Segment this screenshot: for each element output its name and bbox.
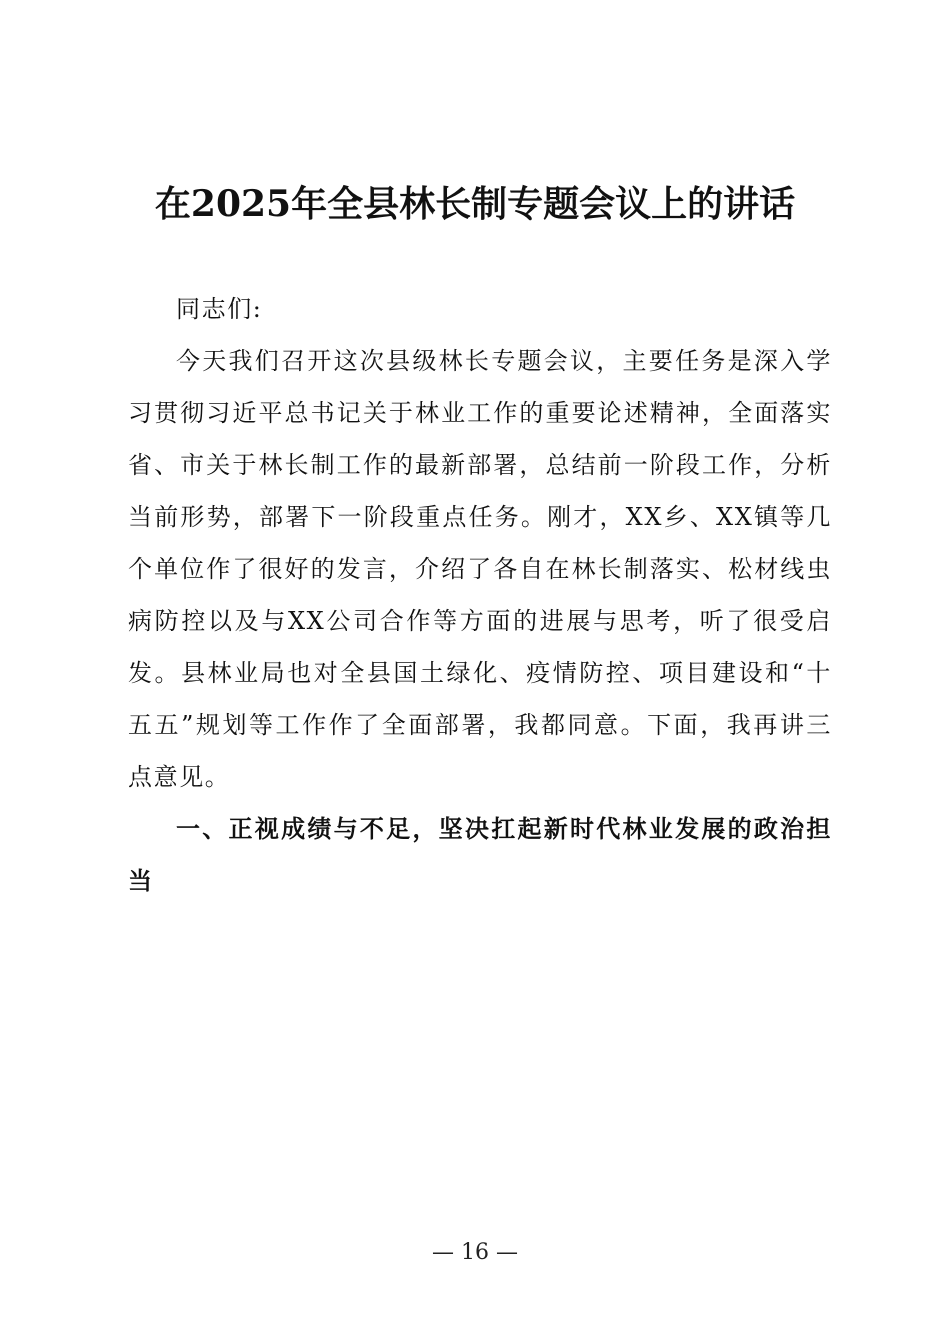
section-heading: 一、正视成绩与不足，坚决扛起新时代林业发展的政治担当 <box>128 815 832 895</box>
document-title: 在2025年全县林长制专题会议上的讲话 <box>154 183 796 225</box>
document-body <box>128 283 832 907</box>
page-number: — 16 — <box>432 1240 518 1265</box>
salutation: 同志们: <box>176 295 263 323</box>
body-paragraph: 今天我们召开这次县级林长专题会议，主要任务是深入学习贯彻习近平总书记关于林业工作的重要论述精神，全面落实省、市关于林长制工作的最新部署，总结前一阶段工作，分析当前形势，部署下一阶段重点任务。刚才，XX乡、XX镇等几个单位作了很好的发言，介绍了各自在林长制落实、松材线虫病防控以及与XX公司合作等方面的进展与思考，听了很受启发。县林业局也对全县国土绿化、疫情防控、项目建设和“十五五”规划等工作作了全面部署，我都同意。下面，我再讲三点意见。 <box>128 347 832 791</box>
